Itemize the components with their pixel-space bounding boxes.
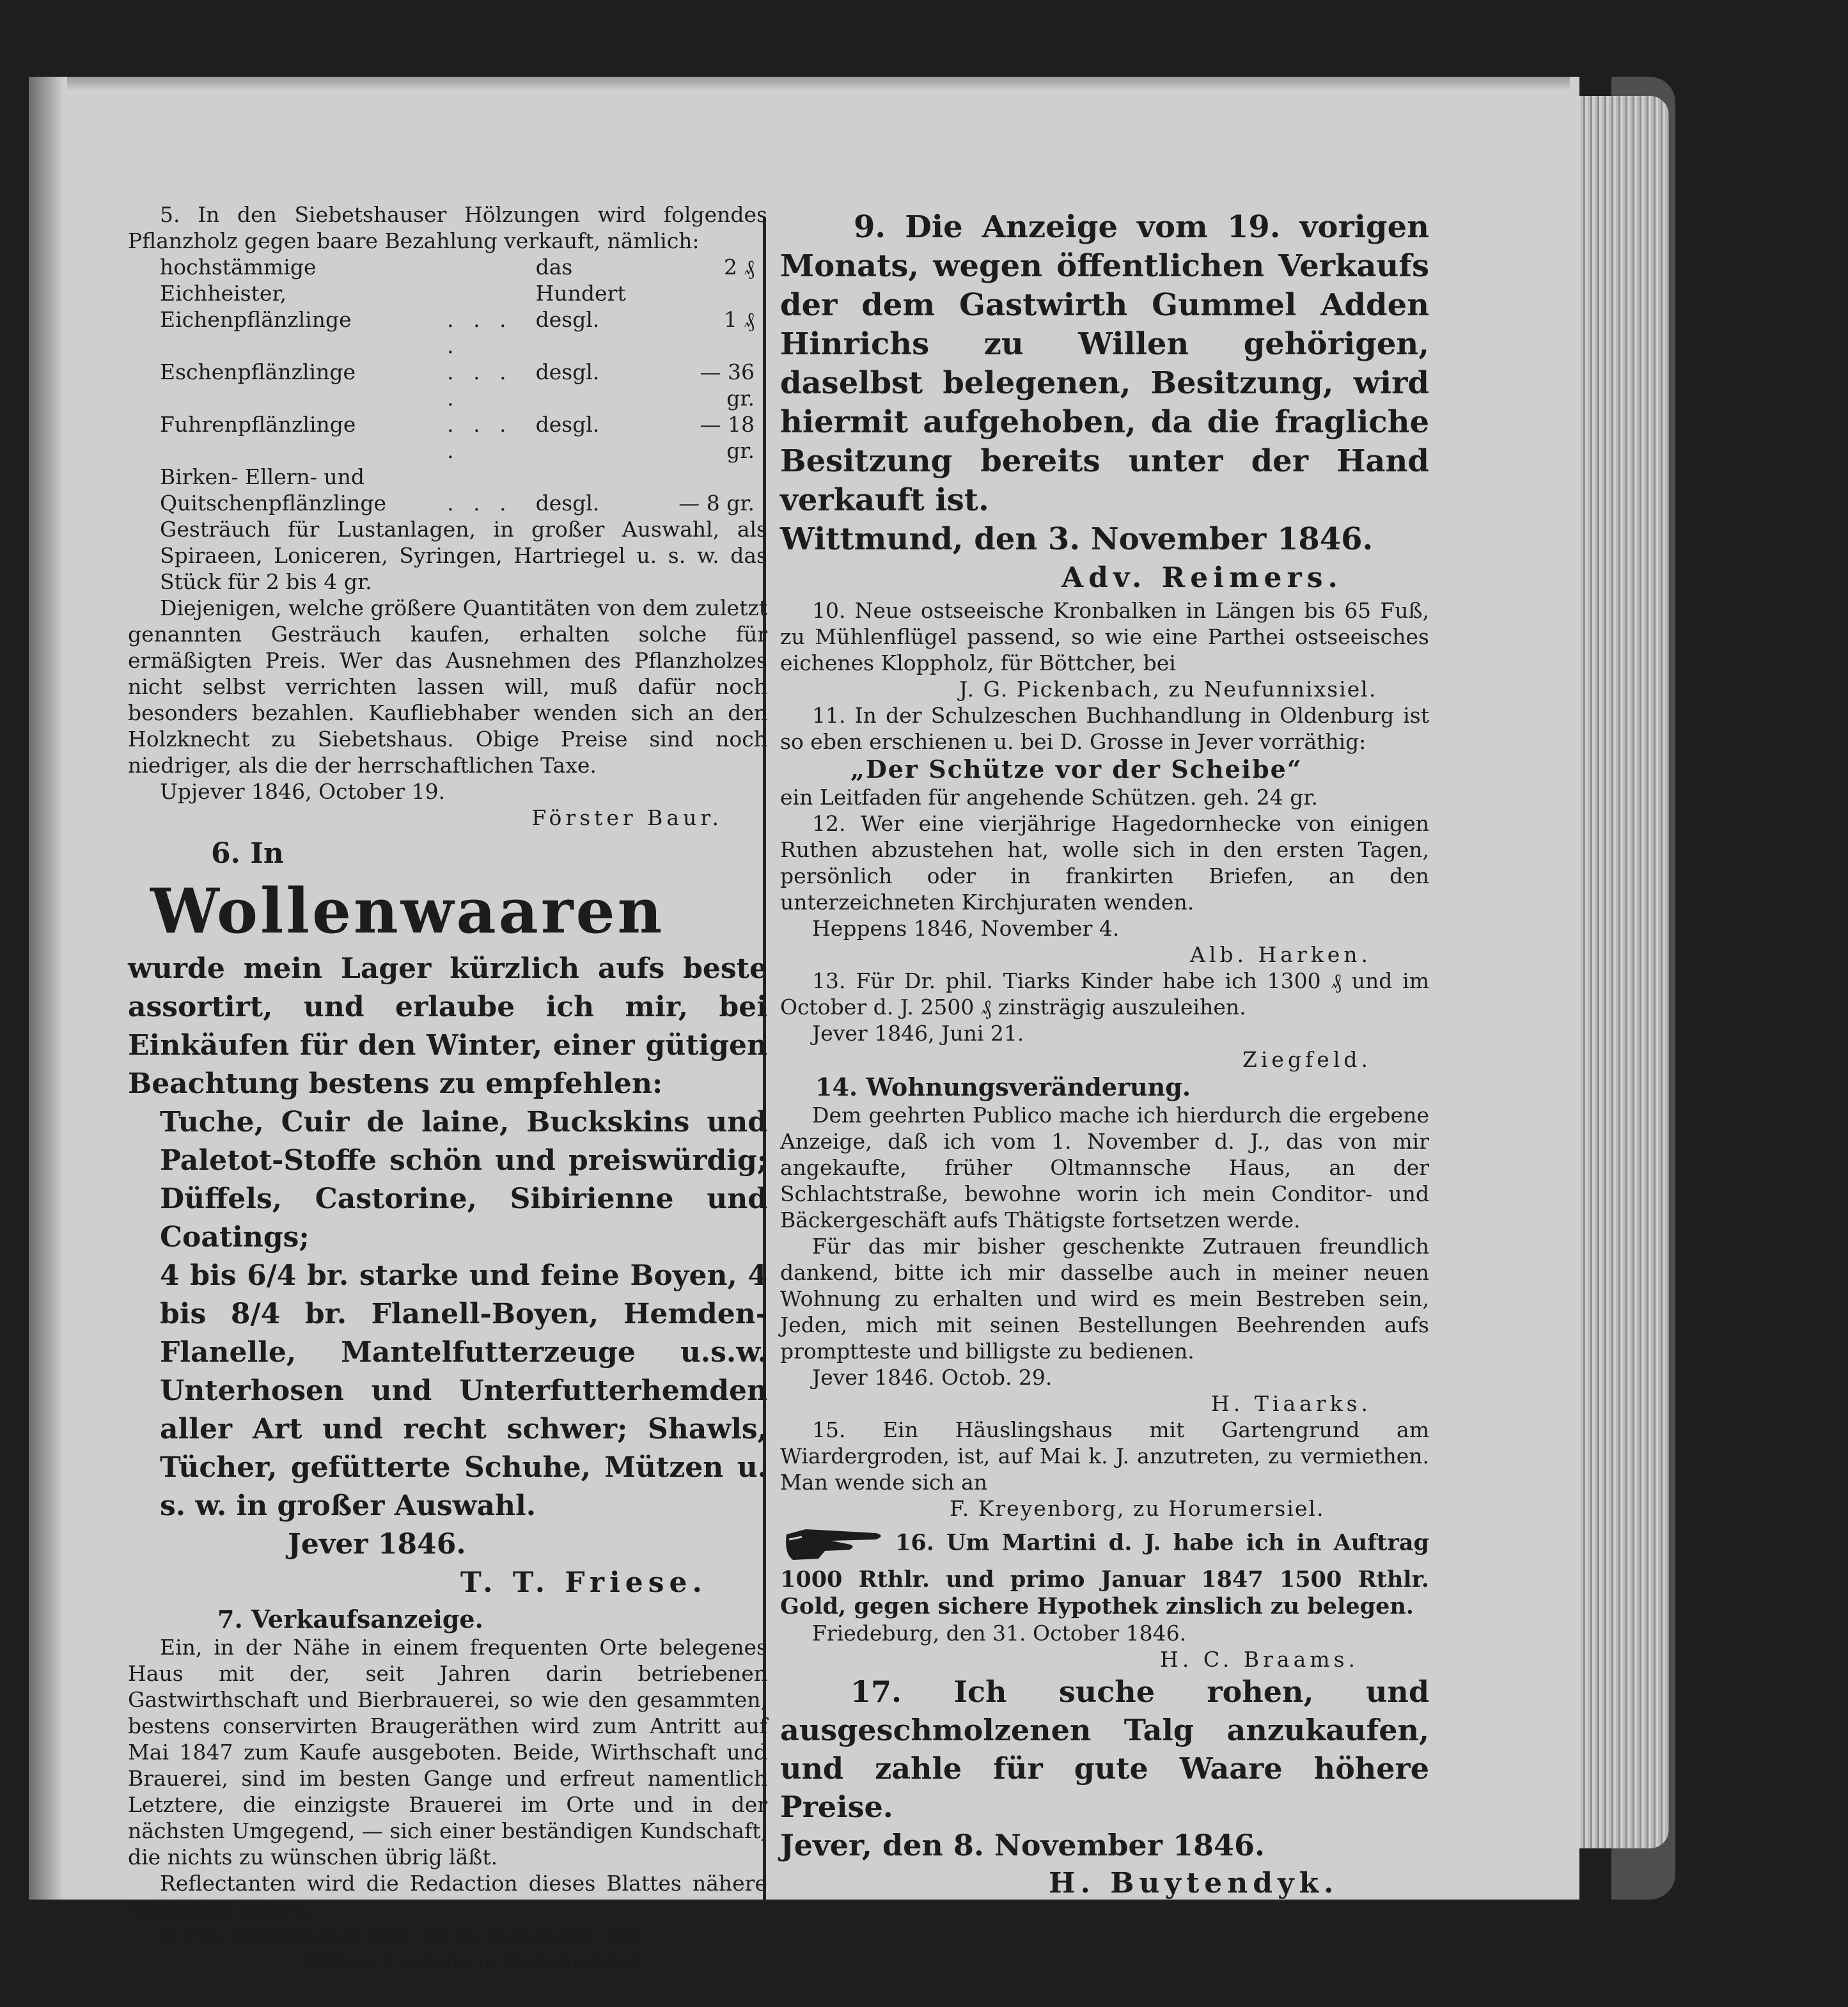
- notice-8-line-2: Wittwe Cassens in Horumersiel.: [301, 1949, 645, 1974]
- table-row: [160, 359, 755, 411]
- plant-price: — 36 gr.: [700, 359, 755, 411]
- table-row: [160, 464, 755, 490]
- plant-dots: [447, 464, 536, 490]
- notice-6-list-1: Tuche, Cuir de laine, Buckskins und Paletot-Stoffe schön und preiswürdig; Düffels, Castorine, Sibirienne und Coatings;: [160, 1106, 767, 1254]
- gutter-shadow: [29, 77, 64, 1900]
- notice-12-signature: Alb. Harken.: [1190, 942, 1372, 967]
- notice-8-text: 8. Ein ostindischer Affe, ist zu verkaufen, bei: [160, 1923, 641, 1948]
- notice-5-shrubs: Gesträuch für Lustanlagen, in großer Auswahl, als Spiraeen, Loniceren, Syringen, Hartriegel u. s. w. das Stück für 2 bis 4 gr.: [160, 517, 767, 594]
- table-row: [160, 306, 755, 359]
- notice-6: [128, 835, 767, 1602]
- plant-price-table: [160, 254, 755, 516]
- plant-unit: desgl.: [535, 359, 600, 384]
- plant-dots: . . . .: [447, 359, 513, 411]
- notice-10-signature: J. G. Pickenbach, zu Neufunnixsiel.: [959, 677, 1377, 702]
- plant-unit: desgl.: [535, 491, 600, 516]
- top-edge: [67, 77, 1570, 91]
- notice-11-body: 11. In der Schulzeschen Buchhandlung in Oldenburg ist so eben erschienen u. bei D. Grosse in Jever vorräthig:: [780, 703, 1429, 754]
- notice-13-date: Jever 1846, Juni 21.: [812, 1021, 1024, 1046]
- notice-13-signature: Ziegfeld.: [1242, 1047, 1372, 1072]
- notice-16-date: Friedeburg, den 31. October 1846.: [812, 1621, 1187, 1646]
- notice-6-lead: 6. In: [211, 837, 284, 870]
- notice-11-sub: ein Leitfaden für angehende Schützen. geh. 24 gr.: [780, 785, 1319, 810]
- notice-16-signature: H. C. Braams.: [1160, 1647, 1359, 1672]
- notice-17-date: Jever, den 8. November 1846.: [780, 1828, 1265, 1862]
- notice-14-date: Jever 1846. Octob. 29.: [812, 1365, 1053, 1390]
- notice-9: [780, 208, 1429, 597]
- notice-16-body: 16. Um Martini d. J. habe ich in Auftrag 1000 Rthlr. und primo Januar 1847 1500 Rthlr. Gold, gegen sichere Hypothek zinslich zu belegen.: [780, 1529, 1429, 1619]
- notice-7-heading: 7. Verkaufsanzeige.: [217, 1605, 483, 1633]
- notice-10: [780, 597, 1429, 702]
- plant-name: Quitschenpflänzlinge: [160, 491, 387, 516]
- page-edges: [1567, 96, 1669, 1848]
- right-column: [780, 208, 1429, 1903]
- plant-dots: . . .: [447, 491, 513, 516]
- notice-14-signature: H. Tiaarks.: [1211, 1391, 1372, 1416]
- plant-unit: desgl.: [535, 412, 600, 437]
- notice-14-p2: Für das mir bisher geschenkte Zutrauen freundlich dankend, bitte ich mir dasselbe auch in meiner neuen Wohnung zu erhalten und wird es mein Bestreben sein, Jeden, mich mit seinen Bestellungen Beehrenden aufs promptteste und billigste zu bedienen.: [780, 1234, 1429, 1364]
- notice-5-date: Upjever 1846, October 19.: [160, 779, 446, 804]
- notice-17-body: 17. Ich suche rohen, und ausgeschmolzenen Talg anzukaufen, und zahle für gute Waare höhere Preise.: [780, 1674, 1429, 1824]
- notice-7: [128, 1605, 767, 1923]
- plant-price: [668, 464, 755, 490]
- plant-price: — 18 gr.: [700, 412, 755, 463]
- notice-14: [780, 1073, 1429, 1417]
- table-row: [160, 490, 755, 516]
- notice-10-body: 10. Neue ostseeische Kronbalken in Längen bis 65 Fuß, zu Mühlenflügel passend, so wie eine Parthei ostseeisches eichenes Kloppholz, für Böttcher, bei: [780, 598, 1429, 675]
- plant-unit: das Hundert: [535, 255, 626, 306]
- notice-14-p1: Dem geehrten Publico mache ich hierdurch die ergebene Anzeige, daß ich vom 1. November d. J., das von mir angekaufte, früher Oltmannsche Haus, an der Schlachtstraße, bewohne worin ich mein Conditor- und Bäckergeschäft aufs Thätigste fortsetzen werde.: [780, 1103, 1429, 1232]
- newspaper-page: [29, 77, 1579, 1974]
- notice-12: [780, 810, 1429, 968]
- notice-5-body: Diejenigen, welche größere Quantitäten von dem zuletzt genannten Gesträuch kaufen, erhalten solche für ermäßigten Preis. Wer das Ausnehmen des Pflanzholzes nicht selbst verrichten lassen will, muß dafür noch besonders bezahlen. Kaufliebhaber wenden sich an den Holzknecht zu Siebetshaus. Obige Preise sind noch niedriger, als die der herrschaftlichen Taxe.: [128, 595, 767, 778]
- pointing-hand-icon: [780, 1522, 889, 1566]
- notice-15-body: 15. Ein Häuslingshaus mit Gartengrund am Wiardergroden, ist, auf Mai k. J. anzutreten, zu vermiethen. Man wende sich an: [780, 1417, 1429, 1495]
- notice-12-body: 12. Wer eine vierjährige Hagedornhecke von einigen Ruthen abzustehen hat, wolle sich in den ersten Tagen, persönlich oder in frankirten Briefen, an den unterzeichneten Kirchjuraten wenden.: [780, 811, 1429, 915]
- notice-15-signature: F. Kreyenborg, zu Horumersiel.: [950, 1496, 1325, 1521]
- notice-9-date: Wittmund, den 3. November 1846.: [780, 521, 1374, 557]
- table-row: [160, 411, 755, 464]
- plant-name: hochstämmige Eichheister,: [160, 255, 317, 306]
- plant-name: Eichenpflänzlinge: [160, 307, 352, 332]
- notice-6-date: Jever 1846.: [288, 1528, 466, 1561]
- notice-9-signature: Adv. Reimers.: [1061, 562, 1343, 594]
- notice-5-signature: Förster Baur.: [531, 805, 723, 830]
- notice-13-body: 13. Für Dr. phil. Tiarks Kinder habe ich 1300 ₰ und im October d. J. 2500 ₰ zinsträgig auszuleihen.: [780, 968, 1429, 1019]
- notice-14-heading: 14. Wohnungsveränderung.: [815, 1073, 1191, 1101]
- plant-dots: . . . .: [447, 307, 513, 358]
- notice-11: [780, 702, 1429, 810]
- plant-name: Fuhrenpflänzlinge: [160, 412, 356, 437]
- notice-6-body: wurde mein Lager kürzlich aufs beste assortirt, und erlaube ich mir, bei Einkäufen für den Winter, einer gütigen Beachtung bestens zu empfehlen:: [128, 952, 767, 1100]
- plant-name: Birken- Ellern- und: [160, 464, 365, 489]
- notice-8: [128, 1923, 767, 1975]
- notice-7-body: Ein, in der Nähe in einem frequenten Orte belegenes Haus mit der, seit Jahren darin betriebenen Gastwirthschaft und Bierbrauerei, so wie den gesammten, bestens conservirten Braugeräthen wird zum Antritt auf Mai 1847 zum Kaufe ausgeboten. Beide, Wirthschaft und Brauerei, sind im besten Gange und erfreut namentlich Letztere, die einzigste Brauerei im Orte und in der nächsten Umgegend, — sich einer beständigen Kundschaft, die nichts zu wünschen übrig läßt.: [128, 1635, 767, 1869]
- notice-9-body: 9. Die Anzeige vom 19. vorigen Monats, wegen öffentlichen Verkaufs der dem Gastwirth Gummel Adden Hinrichs zu Willen gehörigen, daselbst belegenen, Besitzung, wird hiermit aufgehoben, da die fragliche Besitzung bereits unter der Hand verkauft ist.: [780, 209, 1429, 518]
- notice-16: [780, 1522, 1429, 1672]
- notice-11-book-title: „Der Schütze vor der Scheibe“: [850, 755, 1303, 783]
- plant-price: 1 ₰: [724, 307, 755, 332]
- notice-5: [128, 201, 767, 831]
- notice-15: [780, 1417, 1429, 1522]
- plant-unit: [536, 464, 668, 490]
- notice-7-note: Reflectanten wird die Redaction dieses Blattes nähere Nachricht geben.: [128, 1871, 767, 1922]
- plant-price: 2 ₰: [724, 255, 755, 279]
- notice-17-signature: H. Buytendyk.: [1049, 1867, 1339, 1900]
- notice-6-signature: T. T. Friese.: [460, 1566, 707, 1599]
- notice-6-list-2: 4 bis 6/4 br. starke und feine Boyen, 4 bis 8/4 br. Flanell-Boyen, Hemden-Flanelle, Mantelfutterzeuge u.s.w. Unterhosen und Unterfutterhemden aller Art und recht schwer; Shawls, Tücher, gefütterte Schuhe, Mützen u. s. w. in großer Auswahl.: [160, 1259, 767, 1522]
- plant-name: Eschenpflänzlinge: [160, 359, 356, 384]
- left-column: [128, 201, 767, 1975]
- notice-6-title: Wollenwaaren: [150, 875, 665, 947]
- plant-unit: desgl.: [535, 307, 600, 332]
- notice-13: [780, 968, 1429, 1073]
- notice-17: [780, 1672, 1429, 1903]
- notice-12-date: Heppens 1846, November 4.: [812, 916, 1120, 941]
- notice-5-intro: 5. In den Siebetshauser Hölzungen wird folgendes Pflanzholz gegen baare Bezahlung verkauft, nämlich:: [128, 202, 767, 253]
- plant-price: — 8 gr.: [678, 491, 755, 516]
- table-row: [160, 254, 755, 306]
- plant-dots: . . . .: [447, 412, 513, 463]
- plant-dots: [447, 254, 536, 306]
- notice-16-line: [780, 1522, 1429, 1620]
